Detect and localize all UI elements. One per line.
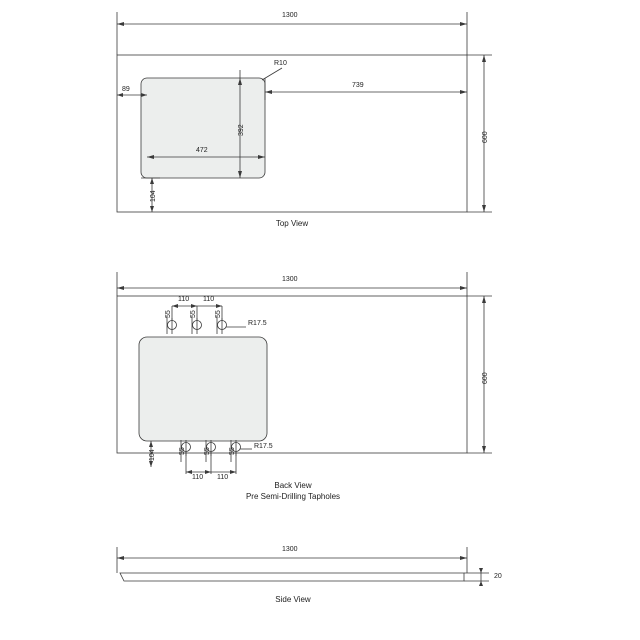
back-view-110-bot-b-label: 110 <box>217 474 229 481</box>
back-view-110-top-b-label: 110 <box>203 296 215 303</box>
side-view-slab <box>120 573 464 581</box>
back-view-55-b1-label: 55 <box>179 447 186 455</box>
top-view-caption: Top View <box>275 219 309 228</box>
back-view-length-label: 1300 <box>282 276 298 283</box>
back-view-r17-bot-label: R17.5 <box>254 443 273 450</box>
back-view-104-label: 104 <box>149 449 156 461</box>
back-view-55-t2-label: 55 <box>190 310 197 318</box>
top-view-739-label: 739 <box>352 82 364 89</box>
side-view-length-label: 1300 <box>282 546 298 553</box>
top-view-104-label: 104 <box>150 190 157 202</box>
side-view-caption: Side View <box>275 595 311 604</box>
top-view-bowl <box>141 78 265 178</box>
top-view-length-label: 1300 <box>282 12 298 19</box>
side-view-thickness-label: 20 <box>494 573 502 580</box>
back-view-caption: Back View <box>274 481 312 490</box>
top-view-depth-label: 600 <box>482 131 489 143</box>
back-view-bowl <box>139 337 267 441</box>
back-view-55-t1-label: 55 <box>165 310 172 318</box>
back-view-55-t3-label: 55 <box>215 310 222 318</box>
back-view-r17-top-label: R17.5 <box>248 320 267 327</box>
top-view-472-label: 472 <box>196 147 208 154</box>
top-view-r10-label: R10 <box>274 60 287 67</box>
back-view-110-bot-a-label: 110 <box>192 474 204 481</box>
top-view-89-label: 89 <box>122 86 130 93</box>
back-view-55-b2-label: 55 <box>204 447 211 455</box>
top-view-392-label: 392 <box>238 124 245 136</box>
back-view-subcaption: Pre Semi-Drilling Tapholes <box>245 492 341 501</box>
back-view-depth-label: 600 <box>482 372 489 384</box>
back-view-55-b3-label: 55 <box>229 447 236 455</box>
back-view-110-top-a-label: 110 <box>178 296 190 303</box>
